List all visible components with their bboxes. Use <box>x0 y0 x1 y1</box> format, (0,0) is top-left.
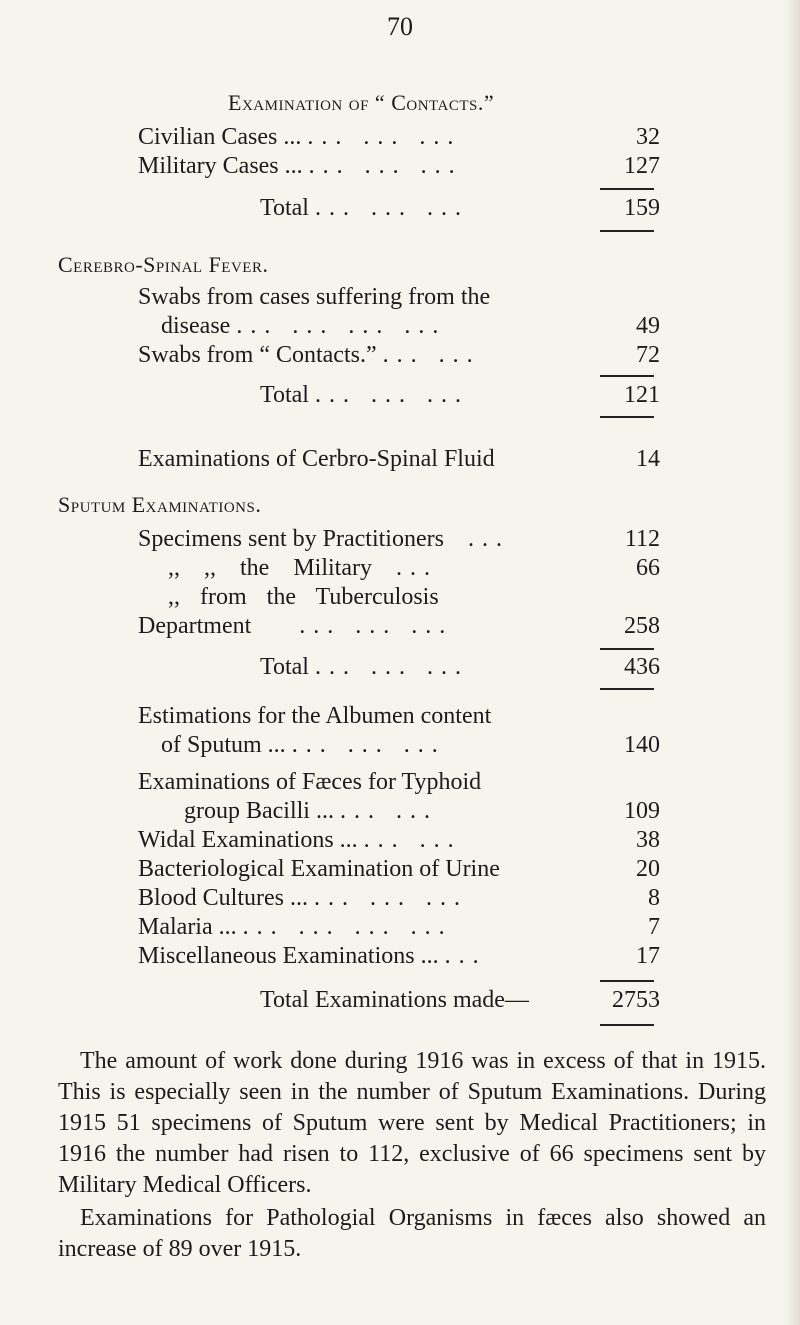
row-dots: ... ... ... <box>299 613 454 639</box>
faeces-paragraph: Examinations for Pathologial Organisms in fæces also showed an increase of 89 over 1915. <box>58 1205 766 1262</box>
row-dots: ... ... ... <box>314 195 469 221</box>
row-value: 14 <box>636 446 660 472</box>
grand-total-label: Total Examinations made— <box>260 987 529 1013</box>
total-value: 121 <box>624 382 660 408</box>
row-dots: ... ... ... <box>314 382 469 408</box>
row-label: Widal Examinations ... <box>138 827 358 853</box>
sum-rule <box>600 230 654 232</box>
row-value: 20 <box>636 856 660 882</box>
row-label: Specimens sent by Practitioners <box>138 526 444 552</box>
contacts-heading: Examination of “ Contacts.” <box>228 90 495 115</box>
row-label: group Bacilli ... <box>184 798 334 824</box>
page-number: 70 <box>387 12 413 41</box>
row-value: 112 <box>624 526 660 552</box>
total-label: Total <box>260 382 309 408</box>
row-label: Swabs from cases suffering from the <box>138 284 491 310</box>
row-label: Department <box>138 613 252 639</box>
sum-rule <box>600 188 654 190</box>
row-label: Military Cases ... <box>138 153 303 179</box>
sum-rule <box>600 375 654 377</box>
row-label: Blood Cultures ... <box>138 885 309 911</box>
row-value: 8 <box>648 885 660 911</box>
row-label: Estimations for the Albumen content <box>138 703 492 729</box>
row-dots: ... <box>395 555 438 581</box>
row-dots: ... ... ... ... <box>236 313 447 339</box>
row-value: 7 <box>648 914 660 940</box>
row-value: 72 <box>636 342 660 368</box>
row-value: 49 <box>636 313 660 339</box>
total-value: 159 <box>624 195 660 221</box>
summary-paragraph: The amount of work done during 1916 was in excess of that in 1915. This is especially seen in the number of Sputum Examinations. During 1915 51 specimens of Sputum were sent by Medical Practitioners; in 1916 the number had risen to 112, exclusive of 66 specimens sent by Military Medical Officers. <box>58 1048 766 1198</box>
row-dots: ... ... ... <box>307 124 462 150</box>
row-value: 17 <box>636 943 660 969</box>
row-value: 66 <box>636 555 660 581</box>
sum-rule <box>600 416 654 418</box>
row-label: Malaria ... <box>138 914 237 940</box>
row-dots: ... ... ... ... <box>242 914 453 940</box>
row-value: 140 <box>624 732 660 758</box>
row-label: of Sputum ... <box>161 732 286 758</box>
row-label: Bacteriological Examination of Urine <box>138 856 500 882</box>
sputum-heading: Sputum Examinations. <box>58 492 262 517</box>
row-label: Swabs from “ Contacts.” <box>138 342 377 368</box>
row-label: Miscellaneous Examinations ... <box>138 943 439 969</box>
row-value: 127 <box>624 153 660 179</box>
total-value: 436 <box>624 654 660 680</box>
row-dots: ... <box>467 526 510 552</box>
total-label: Total <box>260 195 309 221</box>
sum-rule <box>600 688 654 690</box>
row-value: 32 <box>636 124 660 150</box>
row-label: Examinations of Cerbro-Spinal Fluid <box>138 446 495 472</box>
row-dots: ... ... ... <box>308 153 463 179</box>
row-dots: ... ... ... <box>314 654 469 680</box>
grand-total-value: 2753 <box>612 987 660 1013</box>
row-dots: ... <box>444 943 487 969</box>
row-label: disease <box>161 313 231 339</box>
row-dots: ... ... ... <box>314 885 469 911</box>
row-dots: ... ... <box>363 827 462 853</box>
cerebro-heading: Cerebro-Spinal Fever. <box>58 252 269 277</box>
page-edge-shadow <box>786 0 800 1325</box>
row-dots: ... ... <box>382 342 481 368</box>
total-label: Total <box>260 654 309 680</box>
row-value: 258 <box>624 613 660 639</box>
row-dots: ... ... ... <box>291 732 446 758</box>
row-value: 38 <box>636 827 660 853</box>
sum-rule <box>600 980 654 982</box>
row-label: ,, from the Tuberculosis <box>168 584 439 610</box>
row-label: Examinations of Fæces for Typhoid <box>138 769 482 795</box>
sum-rule <box>600 648 654 650</box>
row-label: Civilian Cases ... <box>138 124 302 150</box>
row-value: 109 <box>624 798 660 824</box>
sum-rule <box>600 1024 654 1026</box>
row-dots: ... ... <box>339 798 438 824</box>
row-label: ,, ,, the Military <box>168 555 372 581</box>
